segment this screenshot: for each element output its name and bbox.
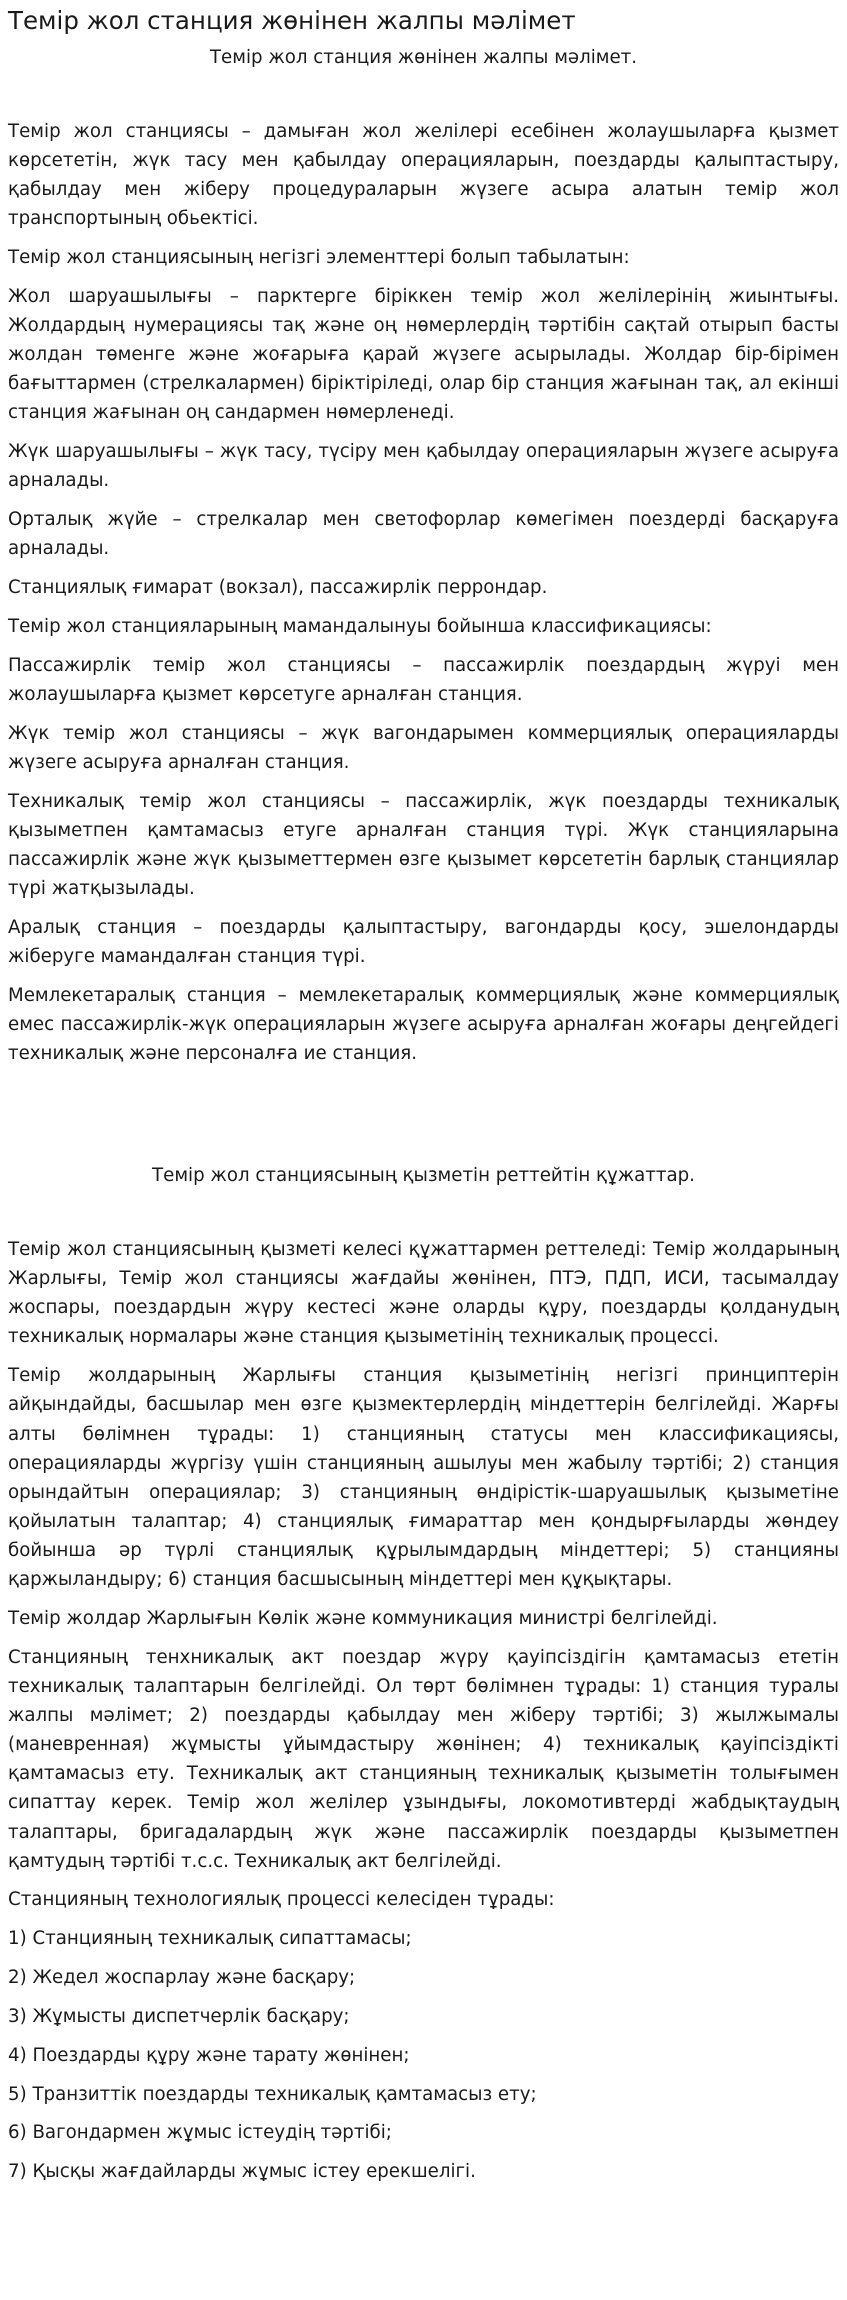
paragraph: Темір жол станциясының негізгі элементтері болып табылатын:	[8, 247, 630, 269]
paragraph: Пассажирлік темір жол станциясы – пассажирлік поездардың жүруі мен жолаушыларға қызмет көрсетуге арналған станция.	[8, 654, 839, 705]
list-item: 3) Жұмысты диспетчерлік басқару;	[8, 2005, 350, 2027]
paragraph: Жол шаруашылығы – парктерге біріккен темір жол желілерінің жиынтығы. Жолдардың нумерациясы тақ және оң нөмерлердің тәртібін сақтай отырып басты жолдан төменге және жоғарыға қарай жүзеге асырылады. Жолдар бір-бірімен бағыттармен (стрелкалармен) біріктіріледі, олар бір станция жағынан тақ, ал екінші станция жағынан оң сандармен нөмерленеді.	[8, 285, 839, 424]
paragraph: Темір жол станциясы – дамыған жол желілері есебінен жолаушыларға қызмет көрсететін, жүк тасу мен қабылдау операцияларын, поездарды қалыптастыру, қабылдау мен жіберу процедураларын жүзеге асыра алатын темір жол транспортының обьектісі.	[8, 120, 839, 230]
list-item: 1) Станцияның техникалық сипаттамасы;	[8, 1928, 412, 1950]
spacer	[8, 1078, 839, 1162]
paragraph: Орталық жүйе – стрелкалар мен светофорлар көмегімен поездерді басқаруға арналады.	[8, 509, 839, 560]
list-item: 2) Жедел жоспарлау және басқару;	[8, 1967, 356, 1989]
paragraph: Темір жолдар Жарлығын Көлік және коммуникация министрі белгілейді.	[8, 1607, 718, 1629]
paragraph: Жүк темір жол станциясы – жүк вагондарымен коммерциялық операцияларды жүзеге асыруға арналған станция.	[8, 722, 839, 773]
page-title: Темір жол станция жөнінен жалпы мәлімет	[8, 6, 576, 35]
paragraph: Станциялық ғимарат (вокзал), пассажирлік перрондар.	[8, 577, 548, 599]
section-heading-regulating-documents: Темір жол станциясының қызметін реттейтін құжаттар.	[152, 1164, 695, 1186]
paragraph: Станцияның тенхникалық акт поездар жүру қауіпсіздігін қамтамасыз ететін техникалық талаптарын белгілейді. Ол төрт бөлімнен тұрады: 1) станция туралы жалпы мәлімет; 2) поездарды қабылдау мен жіберу тәртібі; 3) жылжымалы (маневренная) жұмысты ұйымдастыру жөнінен; 4) техникалық қауіпсіздікті қамтамасыз ету. Техникалық акт станцияның техникалық қызыметін толығымен сипаттау керек. Темір жол желілер ұзындығы, локомотивтерді жабдықтаудың талаптары, бригадалардың жүк және пассажирлік поездарды қызыметпен қамтудың тәртібі т.с.с. Техникалық акт белгілейді.	[8, 1646, 839, 1872]
spacer	[8, 1189, 839, 1235]
section-heading-general-info: Темір жол станция жөнінен жалпы мәлімет.	[209, 46, 638, 68]
list-item: 5) Транзиттік поездарды техникалық қамтамасыз ету;	[8, 2083, 537, 2105]
paragraph: Аралық станция – поездарды қалыптастыру, вагондарды қосу, эшелондарды жіберуге мамандалған станция түрі.	[8, 916, 839, 967]
list-item: 7) Қысқы жағдайларды жұмыс істеу ерекшелігі.	[8, 2161, 476, 2183]
paragraph: Жүк шаруашылығы – жүк тасу, түсіру мен қабылдау операцияларын жүзеге асыруға арналады.	[8, 441, 839, 492]
paragraph: Станцияның технологиялық процессі келесіден тұрады:	[8, 1889, 555, 1911]
list-item: 4) Поездарды құру және тарату жөнінен;	[8, 2044, 410, 2066]
paragraph: Мемлекетаралық станция – мемлекетаралық коммерциялық және коммерциялық емес пассажирлік-жүк операцияларын жүзеге асыруға арналған жоғары деңгейдегі техникалық және персоналға ие станция.	[8, 984, 839, 1064]
spacer	[8, 71, 839, 117]
paragraph: Техникалық темір жол станциясы – пассажирлік, жүк поездарды техникалық қызыметпен қамтамасыз етуге арналған станция түрі. Жүк станцияларына пассажирлік және жүк қызыметтермен өзге қызымет көрсететін барлық станциялар түрі жатқызылады.	[8, 790, 839, 899]
paragraph: Темір жол станцияларының мамандалынуы бойынша классификациясы:	[8, 615, 712, 637]
paragraph: Темір жолдарының Жарлығы станция қызыметінің негізгі принциптерін айқындайды, басшылар мен өзге қызмектерлердің міндеттерін белгілейді. Жарғы алты бөлімнен тұрады: 1) станцияның статусы мен классификациясы, операцияларды жүргізу үшін станцияның ашылуы мен жабылу тәртібі; 2) станция орындайтын операциялар; 3) станцияның өндірістік-шаруашылық қызыметіне қойылатын талаптар; 4) станциялық ғимараттар мен қондырғыларды жөндеу бойынша әр түрлі станциялық құрылымдардың міндеттері; 5) станцияны қаржыландыру; 6) станция басшысының міндеттері мен құқықтары.	[8, 1365, 839, 1591]
paragraph: Темір жол станциясының қызметі келесі құжаттармен реттеледі: Темір жолдарының Жарлығы, Темір жол станциясы жағдайы жөнінен, ПТЭ, ПДП, ИСИ, тасымалдау жоспары, поездардын жүру кестесі және оларды құру, поездарды қолданудың техникалық нормалары және станция қызыметінің техникалық процессі.	[8, 1239, 839, 1348]
list-item: 6) Вагондармен жұмыс істеудің тәртібі;	[8, 2122, 392, 2144]
